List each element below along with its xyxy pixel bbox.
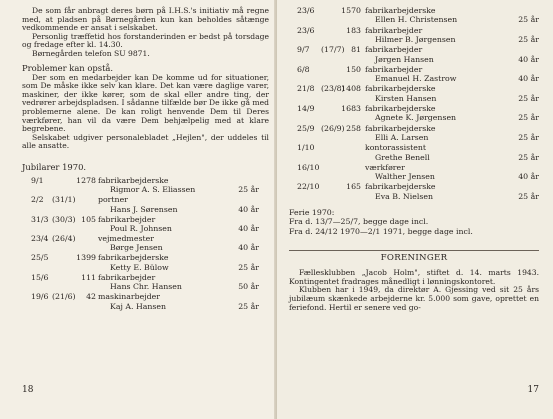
foreninger-paragraph-2: Klubben har i 1949, da direktør A. Gjessing ved sit 25 års jubilæum skænkede arbejderne kr. 5.000 som gave, oprettet en feriefond. Hertil er senere ved go- bbox=[289, 285, 539, 312]
jubilee-number: 42 bbox=[86, 292, 96, 302]
jubilee-years: 25 år bbox=[518, 132, 539, 142]
jubilee-role: fabrikarbejder bbox=[98, 214, 156, 224]
jubilee-name: Hilmer B. Jørgensen bbox=[375, 34, 456, 44]
jubilee-years: 25 år bbox=[238, 185, 259, 195]
section-divider bbox=[289, 250, 539, 251]
jubilee-years: 25 år bbox=[518, 152, 539, 162]
jubilee-heading: Jubilarer 1970. bbox=[22, 161, 87, 172]
ferie-line-2: Fra d. 24/12 1970—2/1 1971, begge dage incl. bbox=[289, 226, 473, 236]
jubilee-role: fabrikarbejder bbox=[365, 64, 423, 74]
jubilee-role: fabrikarbejderske bbox=[365, 123, 436, 133]
jubilee-role: fabrikarbejderske bbox=[365, 103, 436, 113]
jubilee-entry bbox=[22, 273, 269, 292]
jubilee-date: 23/4 bbox=[31, 234, 49, 244]
jubilee-date: 2/2 bbox=[31, 195, 44, 205]
jubilee-role: fabrikarbejder bbox=[365, 25, 423, 35]
jubilee-date: 22/10 bbox=[297, 182, 320, 192]
jubilee-name: Emanuel H. Zastrow bbox=[375, 74, 457, 84]
jubilee-date: 19/6 bbox=[31, 292, 49, 302]
jubilee-years: 25 år bbox=[518, 15, 539, 25]
jubilee-entry bbox=[22, 253, 269, 272]
jubilee-entry bbox=[289, 45, 539, 65]
jubilee-number: 1570 bbox=[341, 6, 361, 15]
jubilee-entry bbox=[22, 195, 269, 214]
ferie-heading: Ferie 1970: bbox=[289, 207, 335, 217]
jubilee-alt-date: (17/7) bbox=[321, 45, 345, 55]
jubilee-years: 25 år bbox=[238, 262, 259, 272]
jubilee-entry bbox=[289, 182, 539, 202]
jubilee-entry bbox=[289, 26, 539, 46]
jubilee-date: 16/10 bbox=[297, 162, 320, 172]
jubilee-number: 150 bbox=[346, 64, 361, 74]
jubilee-name: Grethe Benell bbox=[375, 152, 430, 162]
jubilee-alt-date: (26/9) bbox=[321, 123, 345, 133]
jubilee-name: Hans Chr. Hansen bbox=[110, 282, 182, 292]
page-number-right: 17 bbox=[527, 385, 539, 395]
jubilee-role: fabrikarbejder bbox=[365, 45, 423, 55]
jubilee-entry bbox=[22, 292, 269, 311]
jubilee-entry bbox=[289, 84, 539, 104]
page-number-left: 18 bbox=[22, 385, 34, 395]
jubilee-role: kontorassistent bbox=[365, 143, 427, 153]
jubilee-alt-date: (31/1) bbox=[52, 195, 76, 205]
intro-paragraph-3: Børnegården telefon SU 9871. bbox=[32, 48, 150, 58]
jubilee-name: Eva B. Nielsen bbox=[375, 191, 433, 201]
jubilee-number: 258 bbox=[346, 123, 361, 133]
jubilee-entry bbox=[22, 234, 269, 253]
foreninger-paragraph-1: Fællesklubben „Jacob Holm", stiftet d. 14. marts 1943. Kontingentet fradrages månedligt i lønningskontoret. bbox=[289, 268, 539, 286]
foreninger-heading: FORENINGER bbox=[380, 253, 448, 264]
jubilee-name: Poul R. Johnsen bbox=[110, 224, 172, 234]
ferie-block bbox=[289, 208, 539, 236]
jubilee-number: 165 bbox=[346, 182, 361, 192]
jubilee-entry bbox=[289, 124, 539, 144]
jubilee-name: Ellen H. Christensen bbox=[375, 15, 458, 25]
jubilee-role: vejmedmester bbox=[98, 234, 154, 244]
jubilee-years: 40 år bbox=[518, 74, 539, 84]
jubilee-role: fabrikarbejderske bbox=[98, 253, 169, 263]
jubilee-name: Elli A. Larsen bbox=[375, 132, 429, 142]
jubilee-years: 25 år bbox=[518, 191, 539, 201]
jubilee-years: 40 år bbox=[518, 54, 539, 64]
jubilee-entry bbox=[22, 176, 269, 195]
jubilee-date: 6/8 bbox=[297, 64, 310, 74]
jubilee-alt-date: (21/6) bbox=[52, 292, 76, 302]
jubilee-name: Kirsten Hansen bbox=[375, 93, 437, 103]
jubilee-name: Kaj A. Hansen bbox=[110, 301, 167, 311]
jubilee-number: 1278 bbox=[76, 175, 96, 185]
jubilee-name: Hans J. Sørensen bbox=[110, 204, 178, 214]
jubilee-role: fabrikarbejderske bbox=[365, 84, 436, 94]
jubilee-years: 50 år bbox=[238, 282, 259, 292]
jubilee-alt-date: (26/4) bbox=[52, 234, 76, 244]
jubilee-role: værkfører bbox=[365, 162, 405, 172]
jubilee-years: 40 år bbox=[238, 204, 259, 214]
jubilee-date: 23/6 bbox=[297, 25, 315, 35]
jubilee-entry bbox=[22, 215, 269, 234]
jubilee-alt-date: (23/8) bbox=[321, 84, 345, 94]
jubilee-name: Børge Jensen bbox=[110, 243, 163, 253]
jubilee-list-left bbox=[22, 176, 269, 312]
jubilee-role: maskinarbejder bbox=[98, 292, 161, 302]
problem-paragraph-1: Der som en medarbejder kan De komme ud for situationer, som De måske ikke selv kan klare. Det kan være daglige varer, maskiner, der ikke kører, som de skal eller andre ting, der vedrører arbejdspladsen. I sådanne tilfælde bør De ikke gå med problemerne alene. De kan roligt henvende Dem til Deres værkfører, han vil da være Dem behjælpelig med at klare begrebene. bbox=[22, 72, 269, 134]
jubilee-date: 25/9 bbox=[297, 123, 315, 133]
jubilee-name: Rigmor A. S. Eliassen bbox=[110, 185, 196, 195]
jubilee-date: 23/6 bbox=[297, 6, 315, 15]
jubilee-number: 1408 bbox=[341, 84, 361, 94]
jubilee-entry bbox=[289, 143, 539, 163]
jubilee-date: 9/7 bbox=[297, 45, 310, 55]
jubilee-years: 25 år bbox=[238, 301, 259, 311]
jubilee-date: 31/3 bbox=[31, 214, 49, 224]
jubilee-number: 111 bbox=[81, 272, 96, 282]
jubilee-date: 21/8 bbox=[297, 84, 315, 94]
jubilee-date: 1/10 bbox=[297, 143, 315, 153]
jubilee-years: 40 år bbox=[518, 172, 539, 182]
jubilee-number: 1683 bbox=[341, 103, 361, 113]
jubilee-list-right bbox=[289, 6, 539, 202]
jubilee-date: 9/1 bbox=[31, 175, 44, 185]
jubilee-entry bbox=[289, 65, 539, 85]
jubilee-name: Agnete K. Jørgensen bbox=[375, 113, 457, 123]
jubilee-alt-date: (30/3) bbox=[52, 214, 76, 224]
problem-paragraph-2: Selskabet udgiver personalebladet „Hejlen", der uddeles til alle ansatte. bbox=[22, 132, 269, 151]
jubilee-name: Jørgen Hansen bbox=[375, 54, 434, 64]
jubilee-number: 81 bbox=[351, 45, 361, 55]
right-page bbox=[277, 0, 553, 419]
jubilee-years: 25 år bbox=[518, 34, 539, 44]
jubilee-years: 25 år bbox=[518, 113, 539, 123]
jubilee-name: Walther Jensen bbox=[375, 172, 435, 182]
jubilee-role: fabrikarbejder bbox=[98, 272, 156, 282]
jubilee-entry bbox=[289, 104, 539, 124]
jubilee-date: 25/5 bbox=[31, 253, 49, 263]
problem-heading: Problemer kan opstå. bbox=[22, 62, 114, 73]
jubilee-role: fabrikarbejderske bbox=[98, 175, 169, 185]
jubilee-role: fabrikarbejderske bbox=[365, 6, 436, 15]
intro-paragraph-1: De som får anbragt deres børn på I.H.S.'s initiativ må regne med, at pladsen på Børnegården kun kan beholdes såtænge vedkommende er ansat i selskabet. bbox=[22, 6, 269, 33]
jubilee-years: 40 år bbox=[238, 243, 259, 253]
jubilee-role: fabrikarbejderske bbox=[365, 182, 436, 192]
jubilee-years: 40 år bbox=[238, 224, 259, 234]
jubilee-name: Ketty E. Bülow bbox=[110, 262, 169, 272]
jubilee-entry bbox=[289, 163, 539, 183]
jubilee-date: 14/9 bbox=[297, 103, 315, 113]
jubilee-role: portner bbox=[98, 195, 128, 205]
intro-paragraph-2: Personlig træffetid hos forstanderinden er bedst på torsdage og fredage efter kl. 14.30. bbox=[22, 31, 269, 50]
jubilee-years: 25 år bbox=[518, 93, 539, 103]
jubilee-number: 105 bbox=[81, 214, 96, 224]
jubilee-number: 183 bbox=[346, 25, 361, 35]
jubilee-date: 15/6 bbox=[31, 272, 49, 282]
jubilee-number: 1399 bbox=[76, 253, 96, 263]
ferie-line-1: Fra d. 13/7—25/7, begge dage incl. bbox=[289, 217, 429, 227]
jubilee-entry bbox=[289, 6, 539, 26]
